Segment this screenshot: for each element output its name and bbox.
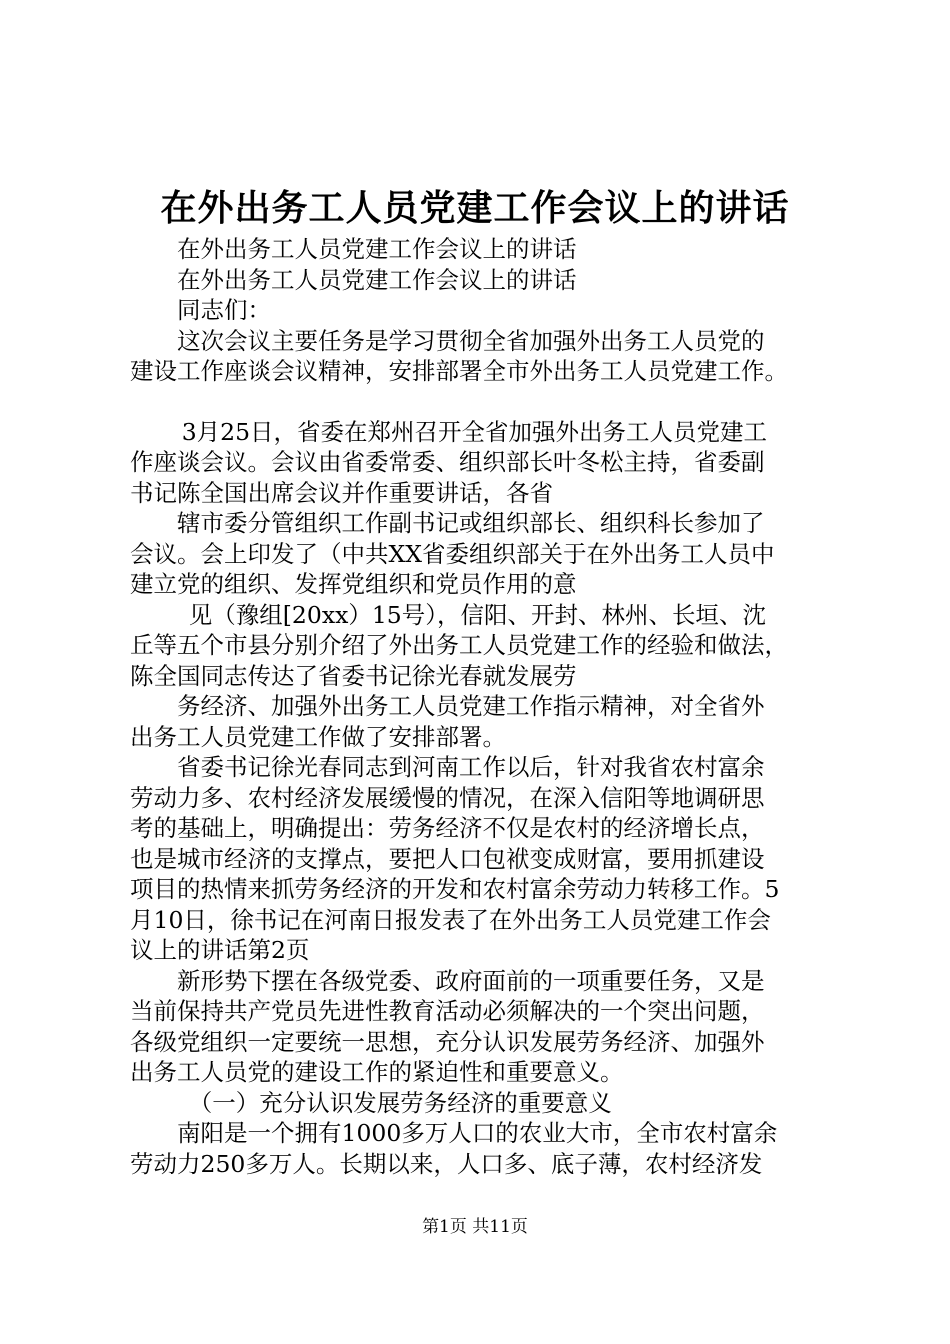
text-line: 务经济、加强外出务工人员党建工作指示精神，对全省外	[177, 692, 765, 720]
text-line: 出务工人员党的建设工作的紧迫性和重要意义。	[130, 1058, 624, 1086]
text-line: 建立党的组织、发挥党组织和党员作用的意	[130, 570, 577, 598]
text-line: 各级党组织一定要统一思想，充分认识发展劳务经济、加强外	[130, 1027, 765, 1056]
text-line: 劳动力250多万人。长期以来，人口多、底子薄，农村经济发	[130, 1149, 763, 1178]
text-line: 省委书记徐光春同志到河南工作以后，针对我省农村富余	[177, 753, 765, 781]
salutation: 同志们：	[177, 296, 271, 324]
document-title: 在外出务工人员党建工作会议上的讲话	[160, 187, 790, 229]
blank-line	[130, 387, 834, 417]
text-line: 作座谈会议。会议由省委常委、组织部长叶冬松主持，省委副	[130, 448, 765, 476]
document-body	[130, 234, 834, 1179]
text-line: 见（豫组[20xx）15号），信阳、开封、林州、长垣、沈	[188, 600, 766, 629]
text-line: 这次会议主要任务是学习贯彻全省加强外出务工人员党的	[177, 326, 765, 355]
text-line: 出务工人员党建工作做了安排部署。	[130, 722, 506, 751]
text-line: 也是城市经济的支撑点，要把人口包袱变成财富，要用抓建设	[130, 844, 765, 873]
text-line: 劳动力多、农村经济发展缓慢的情况，在深入信阳等地调研思	[130, 783, 765, 812]
text-line: 辖市委分管组织工作副书记或组织部长、组织科长参加了	[177, 509, 765, 537]
text-line: 陈全国同志传达了省委书记徐光春就发展劳	[130, 661, 577, 690]
text-line: 月10日，徐书记在河南日报发表了在外出务工人员党建工作会	[130, 905, 771, 934]
text-line: 南阳是一个拥有1000多万人口的农业大市，全市农村富余	[177, 1119, 778, 1147]
text-line: 项目的热情来抓劳务经济的开发和农村富余劳动力转移工作。5	[130, 875, 780, 903]
text-line: 书记陈全国出席会议并作重要讲话，各省	[130, 478, 553, 507]
section-heading: （一）充分认识发展劳务经济的重要意义	[188, 1088, 612, 1117]
text-line: 建设工作座谈会议精神，安排部署全市外出务工人员党建工作。	[130, 357, 788, 385]
page-footer: 第1页 共11页	[422, 1217, 528, 1237]
text-line: 考的基础上，明确提出：劳务经济不仅是农村的经济增长点，	[130, 814, 765, 842]
text-line: 当前保持共产党员先进性教育活动必须解决的一个突出问题，	[130, 997, 765, 1025]
text-line: 丘等五个市县分别介绍了外出务工人员党建工作的经验和做法，	[130, 631, 788, 659]
text-line: 在外出务工人员党建工作会议上的讲话	[177, 265, 577, 294]
text-line: 会议。会上印发了（中共XX省委组织部关于在外出务工人员中	[130, 539, 775, 568]
text-line: 新形势下摆在各级党委、政府面前的一项重要任务，又是	[177, 966, 765, 995]
text-line: 在外出务工人员党建工作会议上的讲话	[177, 235, 577, 263]
text-line: 议上的讲话第2页	[130, 936, 310, 964]
text-line: 3月25日，省委在郑州召开全省加强外出务工人员党建工	[181, 417, 768, 446]
